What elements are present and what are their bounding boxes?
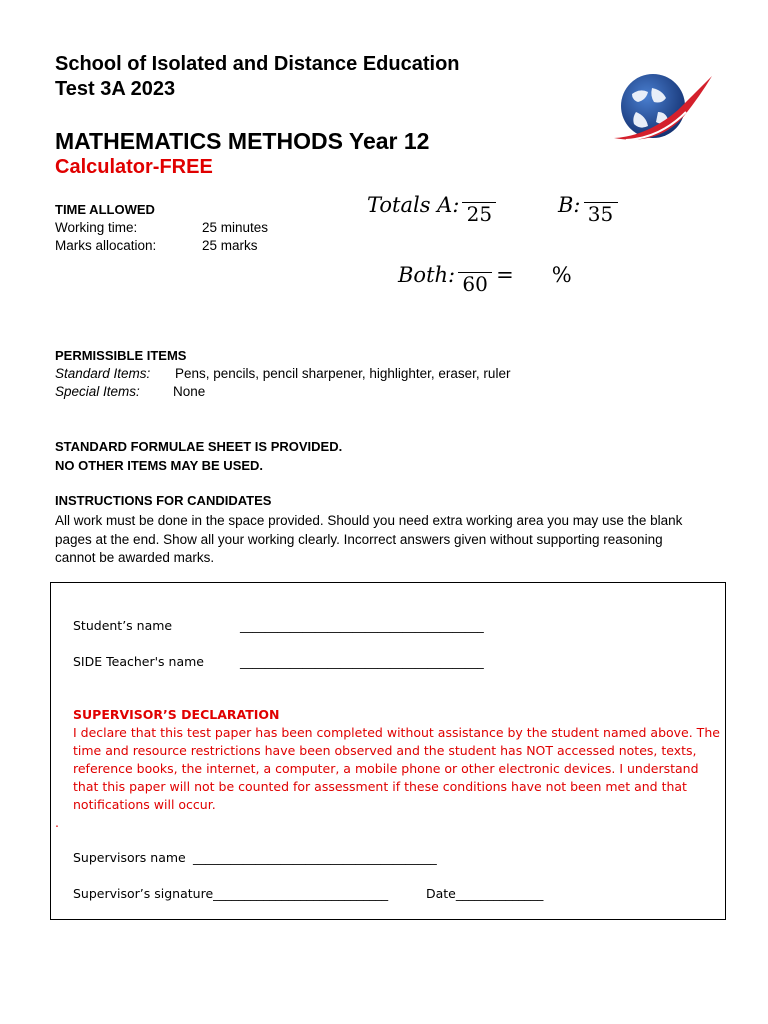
totals-a-fraction — [462, 188, 496, 225]
student-name-field[interactable]: _______________________________________ — [240, 618, 484, 633]
stray-dot: . — [55, 815, 59, 830]
standard-items-value: Pens, pencils, pencil sharpener, highlighter, eraser, ruler — [175, 366, 511, 381]
supervisor-declaration-heading: SUPERVISOR’S DECLARATION — [73, 707, 280, 722]
calculator-note: Calculator-FREE — [55, 156, 213, 178]
student-name-label: Student’s name — [73, 618, 173, 633]
date-label: Date — [426, 886, 456, 901]
school-title — [55, 52, 460, 102]
instructions-line-2: pages at the end. Show all your working clearly. Incorrect answers given without supporting reasoning — [55, 531, 663, 547]
totals-both — [398, 258, 572, 295]
teacher-name-label: SIDE Teacher's name — [73, 654, 204, 669]
totals-a-blank[interactable] — [462, 188, 496, 203]
declaration-line-1: I declare that this test paper has been completed without assistance by the student named above. The — [73, 725, 720, 740]
totals-b-label: B: — [558, 193, 581, 217]
totals-percent: % — [551, 263, 572, 287]
supervisor-signature-row — [73, 886, 388, 901]
special-items-value: None — [173, 384, 206, 399]
special-items-label: Special Items: — [55, 384, 140, 399]
marks-allocation-label: Marks allocation: — [55, 238, 157, 253]
totals-both-blank[interactable] — [458, 258, 492, 273]
school-name: School of Isolated and Distance Education — [55, 53, 460, 75]
supervisor-declaration-text — [73, 724, 721, 814]
supervisor-signature-label: Supervisor’s signature — [73, 886, 214, 901]
date-row — [426, 886, 543, 901]
formulae-line-2: NO OTHER ITEMS MAY BE USED. — [55, 458, 264, 473]
totals-both-denominator: 60 — [462, 272, 488, 296]
permissible-heading: PERMISSIBLE ITEMS — [55, 348, 187, 363]
supervisor-name-field[interactable]: _______________________________________ — [193, 850, 437, 865]
instructions-heading: INSTRUCTIONS FOR CANDIDATES — [55, 493, 272, 508]
working-time-label: Working time: — [55, 220, 138, 235]
teacher-name-field[interactable]: _______________________________________ — [240, 654, 484, 669]
totals-both-fraction — [458, 258, 492, 295]
subject-title: MATHEMATICS METHODS Year 12 — [55, 128, 430, 154]
instructions-line-3: cannot be awarded marks. — [55, 550, 215, 565]
supervisor-name-label: Supervisors name — [73, 850, 186, 865]
totals-equals: = — [496, 263, 514, 287]
totals-a-label: Totals A: — [367, 193, 460, 217]
supervisor-signature-field[interactable]: ____________________________ — [213, 886, 389, 901]
totals-b-denominator: 35 — [587, 202, 614, 226]
declaration-line-3: reference books, the internet, a computer, a mobile phone or other electronic devices. I understand — [73, 761, 699, 776]
standard-items-label: Standard Items: — [55, 366, 151, 381]
formulae-line-1: STANDARD FORMULAE SHEET IS PROVIDED. — [55, 439, 343, 454]
totals-both-label: Both: — [398, 263, 456, 287]
marks-allocation-value: 25 marks — [202, 238, 258, 253]
date-field[interactable]: ______________ — [455, 886, 544, 901]
instructions-body — [55, 512, 755, 568]
test-name: Test 3A 2023 — [55, 78, 176, 100]
totals-b — [558, 188, 618, 225]
totals-row — [367, 188, 496, 225]
declaration-line-5: notifications will occur. — [73, 797, 216, 812]
globe-swoosh-logo-icon — [608, 66, 714, 150]
instructions-line-1: All work must be done in the space provided. Should you need extra working area you may use the blank — [55, 513, 683, 528]
totals-a-denominator: 25 — [466, 202, 493, 226]
declaration-line-2: time and resource restrictions have been observed and the student has NOT accessed notes, texts, — [73, 743, 697, 758]
time-allowed-heading: TIME ALLOWED — [55, 202, 155, 217]
totals-b-fraction — [584, 188, 618, 225]
totals-b-blank[interactable] — [584, 188, 618, 203]
working-time-value: 25 minutes — [202, 220, 269, 235]
declaration-line-4: that this paper will not be counted for assessment if these conditions have not been met and that — [73, 779, 687, 794]
